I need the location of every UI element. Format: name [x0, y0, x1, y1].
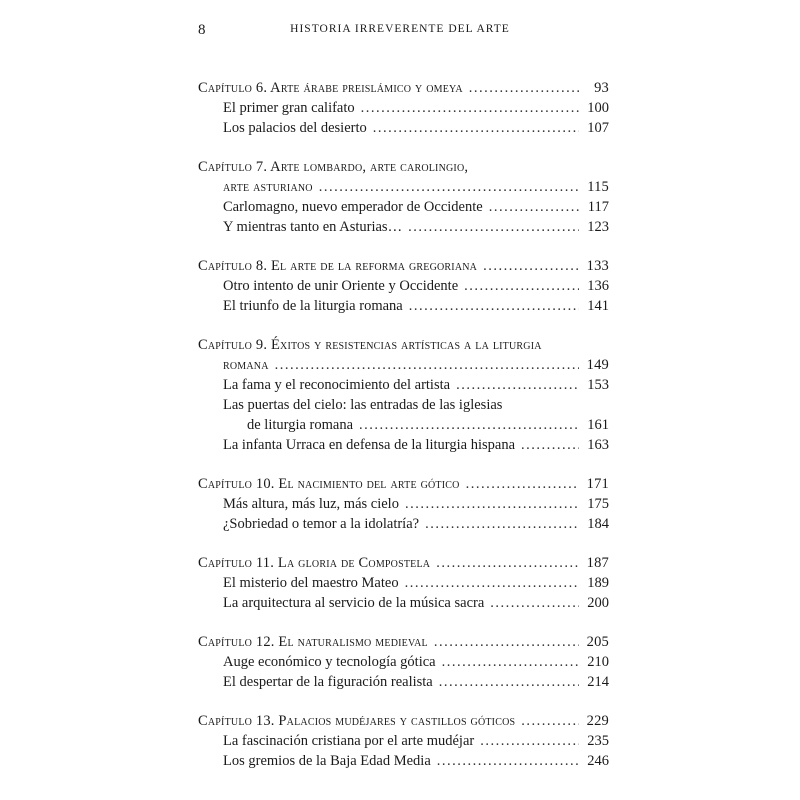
- page-number: 8: [198, 22, 206, 38]
- toc-page-number: 93: [594, 80, 609, 96]
- toc-chapter-line[interactable]: [198, 256, 609, 276]
- toc-chapter: [198, 553, 609, 613]
- toc-entry-title: El triunfo de la liturgia romana: [223, 298, 403, 314]
- toc-entry-title: Y mientras tanto en Asturias…: [223, 219, 403, 235]
- toc-page-number: 100: [587, 100, 609, 116]
- toc-chapter: [198, 711, 609, 771]
- dot-leader: [439, 672, 579, 692]
- toc-entry-title: Capítulo 6. Arte árabe preislámico y omeya: [198, 80, 463, 96]
- toc-entry-title: Más altura, más luz, más cielo: [223, 496, 399, 512]
- toc-entry-title: Capítulo 9. Éxitos y resistencias artísticas a la liturgia: [198, 337, 542, 353]
- dot-leader: [434, 632, 579, 652]
- toc-section-line[interactable]: [198, 573, 609, 593]
- toc-page-number: 136: [587, 278, 609, 294]
- toc-chapter-line[interactable]: [198, 78, 609, 98]
- toc-entry-title: La arquitectura al servicio de la música sacra: [223, 595, 485, 611]
- toc-page-number: 163: [587, 437, 609, 453]
- dot-leader: [405, 494, 579, 514]
- toc-section-line[interactable]: [198, 276, 609, 296]
- toc-section-line[interactable]: [198, 395, 609, 415]
- toc-page-number: 141: [587, 298, 609, 314]
- page-header: [198, 20, 602, 44]
- dot-leader: [521, 435, 579, 455]
- toc-entry-title: Otro intento de unir Oriente y Occidente: [223, 278, 459, 294]
- toc-page-number: 189: [587, 575, 609, 591]
- toc-section-line[interactable]: [198, 217, 609, 237]
- dot-leader: [469, 78, 579, 98]
- toc-entry-title: El despertar de la figuración realista: [223, 674, 433, 690]
- dot-leader: [405, 573, 579, 593]
- toc-chapter-line[interactable]: [198, 474, 609, 494]
- toc-page-number: 133: [586, 258, 609, 274]
- toc-section-line[interactable]: [198, 415, 609, 435]
- toc-entry-title: romana: [223, 357, 269, 373]
- toc-page-number: 214: [587, 674, 609, 690]
- toc-entry-title: Capítulo 10. El nacimiento del arte gótico: [198, 476, 460, 492]
- dot-leader: [319, 177, 579, 197]
- dot-leader: [373, 118, 579, 138]
- toc-chapter-line[interactable]: [198, 177, 609, 197]
- toc-page-number: 107: [587, 120, 609, 136]
- toc-chapter: [198, 256, 609, 316]
- dot-leader: [483, 256, 579, 276]
- toc-page-number: 123: [587, 219, 609, 235]
- toc-section-line[interactable]: [198, 375, 609, 395]
- toc-entry-title: Capítulo 13. Palacios mudéjares y castillos góticos: [198, 713, 516, 729]
- toc-chapter-line[interactable]: [198, 553, 609, 573]
- toc-page-number: 153: [587, 377, 609, 393]
- dot-leader: [456, 375, 579, 395]
- dot-leader: [464, 276, 579, 296]
- toc-section-line[interactable]: [198, 98, 609, 118]
- dot-leader: [436, 553, 579, 573]
- toc-entry-title: arte asturiano: [223, 179, 313, 195]
- toc-chapter: [198, 157, 609, 237]
- toc-page-number: 210: [587, 654, 609, 670]
- toc-section-line[interactable]: [198, 593, 609, 613]
- toc-entry-title: El primer gran califato: [223, 100, 355, 116]
- toc-page-number: 246: [587, 753, 609, 769]
- toc-page-number: 200: [587, 595, 609, 611]
- toc-entry-title: El misterio del maestro Mateo: [223, 575, 399, 591]
- toc-entry-title: de liturgia romana: [247, 417, 354, 433]
- toc-section-line[interactable]: [198, 672, 609, 692]
- toc-section-line[interactable]: [198, 197, 609, 217]
- toc-section-line[interactable]: [198, 751, 609, 771]
- toc-chapter-line[interactable]: [198, 157, 609, 177]
- toc-entry-title: La fama y el reconocimiento del artista: [223, 377, 451, 393]
- toc-chapter-line[interactable]: [198, 355, 609, 375]
- dot-leader: [408, 217, 579, 237]
- toc-entry-title: Los palacios del desierto: [223, 120, 367, 136]
- toc-section-line[interactable]: [198, 118, 609, 138]
- toc-page-number: 161: [587, 417, 609, 433]
- dot-leader: [359, 415, 579, 435]
- toc-entry-title: Carlomagno, nuevo emperador de Occidente: [223, 199, 483, 215]
- dot-leader: [466, 474, 579, 494]
- dot-leader: [480, 731, 579, 751]
- toc-page-number: 187: [586, 555, 609, 571]
- toc-entry-title: Capítulo 12. El naturalismo medieval: [198, 634, 428, 650]
- toc-page-number: 149: [586, 357, 609, 373]
- dot-leader: [409, 296, 579, 316]
- toc-entry-title: La fascinación cristiana por el arte mudéjar: [223, 733, 475, 749]
- toc-chapter-line[interactable]: [198, 335, 609, 355]
- toc-section-line[interactable]: [198, 435, 609, 455]
- dot-leader: [490, 593, 579, 613]
- toc-page-number: 229: [586, 713, 609, 729]
- table-of-contents: [198, 78, 609, 790]
- toc-entry-title: Capítulo 7. Arte lombardo, arte carolingio,: [198, 159, 469, 175]
- toc-page-number: 175: [587, 496, 609, 512]
- toc-page-number: 235: [587, 733, 609, 749]
- toc-section-line[interactable]: [198, 514, 609, 534]
- toc-chapter: [198, 335, 609, 455]
- dot-leader: [425, 514, 579, 534]
- toc-section-line[interactable]: [198, 731, 609, 751]
- toc-chapter: [198, 474, 609, 534]
- toc-entry-title: Los gremios de la Baja Edad Media: [223, 753, 431, 769]
- toc-entry-title: Las puertas del cielo: las entradas de las iglesias: [223, 397, 503, 413]
- dot-leader: [442, 652, 579, 672]
- dot-leader: [361, 98, 579, 118]
- toc-entry-title: ¿Sobriedad o temor a la idolatría?: [223, 516, 420, 532]
- toc-page-number: 171: [586, 476, 609, 492]
- toc-chapter: [198, 78, 609, 138]
- toc-section-line[interactable]: [198, 296, 609, 316]
- toc-section-line[interactable]: [198, 494, 609, 514]
- toc-entry-title: Auge económico y tecnología gótica: [223, 654, 436, 670]
- toc-entry-title: Capítulo 8. El arte de la reforma gregoriana: [198, 258, 478, 274]
- dot-leader: [275, 355, 579, 375]
- toc-chapter: [198, 632, 609, 692]
- toc-chapter-line[interactable]: [198, 711, 609, 731]
- dot-leader: [437, 751, 579, 771]
- toc-page-number: 184: [587, 516, 609, 532]
- dot-leader: [489, 197, 579, 217]
- toc-page-number: 117: [587, 199, 609, 215]
- toc-page-number: 115: [587, 179, 609, 195]
- toc-page-number: 205: [586, 634, 609, 650]
- toc-section-line[interactable]: [198, 652, 609, 672]
- running-title: HISTORIA IRREVERENTE DEL ARTE: [290, 23, 510, 35]
- dot-leader: [521, 711, 579, 731]
- toc-chapter-line[interactable]: [198, 632, 609, 652]
- toc-entry-title: Capítulo 11. La gloria de Compostela: [198, 555, 431, 571]
- toc-entry-title: La infanta Urraca en defensa de la liturgia hispana: [223, 437, 516, 453]
